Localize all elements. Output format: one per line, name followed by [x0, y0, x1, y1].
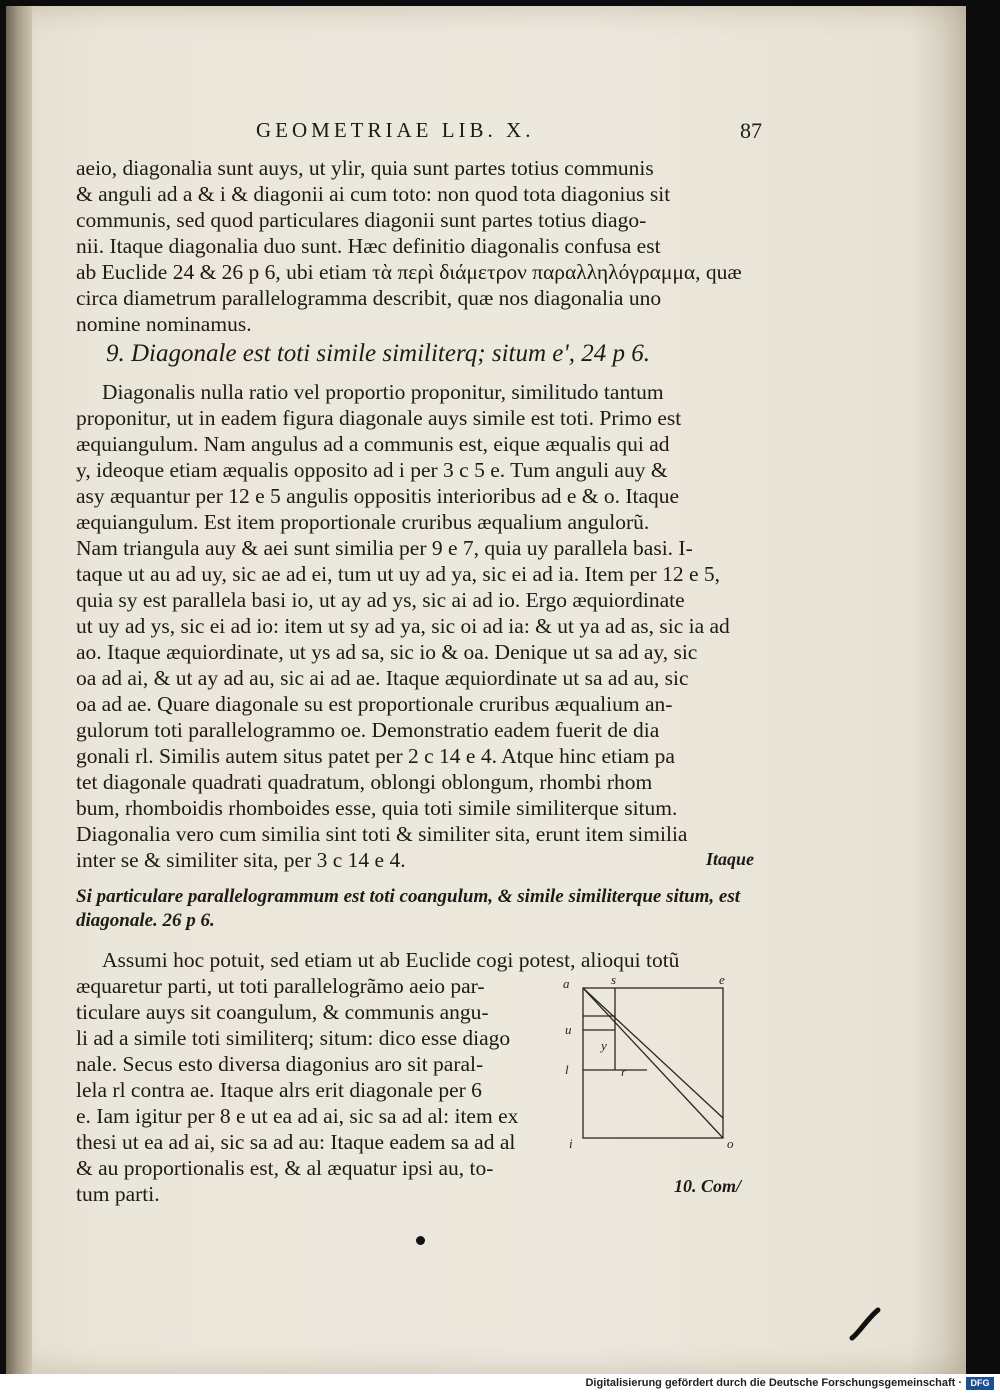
text-line: quia sy est parallela basi io, ut ay ad ys, sic ai ad io. Ergo æquiordinate — [76, 588, 685, 612]
figure-label: e — [719, 976, 725, 987]
page-number: 87 — [740, 118, 762, 143]
text-line: ut uy ad ys, sic ei ad io: item ut sy ad ya, sic oi ad ia: & ut ya ad as, sic ia ad — [76, 614, 730, 638]
text-line: lela rl contra ae. Itaque alrs erit diagonale per 6 — [76, 1078, 482, 1102]
figure-label: o — [727, 1136, 734, 1151]
text-line: proponitur, ut in eadem figura diagonale auys simile est toti. Primo est — [76, 406, 682, 430]
ink-mark — [846, 1304, 886, 1344]
text-line: aeio, diagonalia sunt auys, ut ylir, quia sunt partes totius communis — [76, 156, 654, 180]
figure-label: s — [611, 976, 617, 987]
text-line: thesi ut ea ad ai, sic sa ad au: Itaque eadem sa ad al — [76, 1130, 516, 1154]
text-line: æquaretur parti, ut toti parallelogrãmo aeio par- — [76, 974, 485, 998]
text-line: bum, rhomboidis rhomboides esse, quia toti simile similiterque situm. — [76, 796, 678, 820]
footer-bar — [0, 1374, 1000, 1395]
text-line: oa ad ai, & ut ay ad au, sic ai ad ae. Itaque æquiordinate ut sa ad au, sic — [76, 666, 689, 690]
text-line: nomine nominamus. — [76, 312, 252, 336]
text-line: e. Iam igitur per 8 e ut ea ad ai, sic sa ad al: item ex — [76, 1104, 519, 1128]
text-line: Nam triangula auy & aei sunt similia per 9 e 7, quia uy parallela basi. I- — [76, 536, 693, 560]
text-line: æquiangulum. Est item proportionale cruribus æqualium angulorũ. — [76, 510, 650, 534]
text-line: asy æquantur per 12 e 5 angulis oppositis interioribus ad e & o. Itaque — [76, 484, 680, 508]
text-line: gonali rl. Similis autem situs patet per 2 c 14 e 4. Atque hinc etiam pa — [76, 744, 675, 768]
ink-dot — [416, 1236, 425, 1245]
text-line: li ad a simile toti similiterq; situm: dico esse diago — [76, 1026, 511, 1050]
text-line: & au proportionalis est, & al æquatur ipsi au, to- — [76, 1156, 494, 1180]
text-line: ticulare auys sit coangulum, & communis angu- — [76, 1000, 489, 1024]
running-header: GEOMETRIAE LIB. X. — [256, 118, 535, 142]
text-line: Diagonalia vero cum similia sint toti & similiter sita, erunt item similia — [76, 822, 688, 846]
text-line: y, ideoque etiam æqualis opposito ad i per 3 c 5 e. Tum anguli auy & — [76, 458, 668, 482]
figure-label: u — [565, 1022, 572, 1037]
figure-label: y — [601, 1038, 607, 1053]
proposition-heading: 9. Diagonale est toti simile similiterq; situm e', 24 p 6. — [106, 340, 650, 367]
text-line: circa diametrum parallelogramma describit, quæ nos diagonalia uno — [76, 286, 662, 310]
italic-proposition: diagonale. 26 p 6. — [76, 910, 215, 931]
text-line: ab Euclide 24 & 26 p 6, ubi etiam τὰ περὶ διάμετρον παραλληλόγραμμα, quæ — [76, 260, 742, 284]
catchword: 10. Com/ — [674, 1176, 742, 1196]
figure-label: a — [563, 976, 570, 991]
parallelogram-figure — [561, 976, 751, 1156]
text-line: & anguli ad a & i & diagonii ai cum toto: non quod tota diagonius sit — [76, 182, 671, 206]
dfg-logo: DFG — [966, 1377, 994, 1390]
text-line: communis, sed quod particulares diagonii sunt partes totius diago- — [76, 208, 647, 232]
italic-proposition: Si particulare parallelogrammum est toti coangulum, & simile similiterque situm, est — [76, 886, 741, 907]
catchword: Itaque — [706, 849, 755, 869]
text-line: gulorum toti parallelogrammo oe. Demonstratio eadem fuerit de dia — [76, 718, 660, 742]
text-line: tum parti. — [76, 1182, 160, 1206]
text-line: nale. Secus esto diversa diagonius aro sit paral- — [76, 1052, 484, 1076]
text-line: ao. Itaque æquiordinate, ut ys ad sa, sic io & oa. Denique ut sa ad ay, sic — [76, 640, 698, 664]
text-line: tet diagonale quadrati quadratum, oblongi oblongum, rhombi rhom — [76, 770, 653, 794]
figure-label: l — [565, 1062, 569, 1077]
book-page — [6, 6, 966, 1374]
footer-text: Digitalisierung gefördert durch die Deutsche Forschungsgemeinschaft · — [585, 1377, 962, 1389]
text-line: taque ut au ad uy, sic ae ad ei, tum ut uy ad ya, sic ei ad ia. Item per 12 e 5, — [76, 562, 720, 586]
figure-label: r — [621, 1064, 627, 1079]
text-line: inter se & similiter sita, per 3 c 14 e 4. — [76, 848, 406, 872]
figure-label: i — [569, 1136, 573, 1151]
book-spine-shadow — [6, 6, 32, 1374]
diagonal-line — [583, 988, 723, 1138]
text-line: oa ad ae. Quare diagonale su est proportionale cruribus æqualium an- — [76, 692, 673, 716]
text-line: Assumi hoc potuit, sed etiam ut ab Euclide cogi potest, alioqui totũ — [102, 948, 680, 972]
text-line: nii. Itaque diagonalia duo sunt. Hæc definitio diagonalis confusa est — [76, 234, 661, 258]
text-line: æquiangulum. Nam angulus ad a communis est, eique æqualis qui ad — [76, 432, 670, 456]
text-line: Diagonalis nulla ratio vel proportio proponitur, similitudo tantum — [102, 380, 664, 404]
